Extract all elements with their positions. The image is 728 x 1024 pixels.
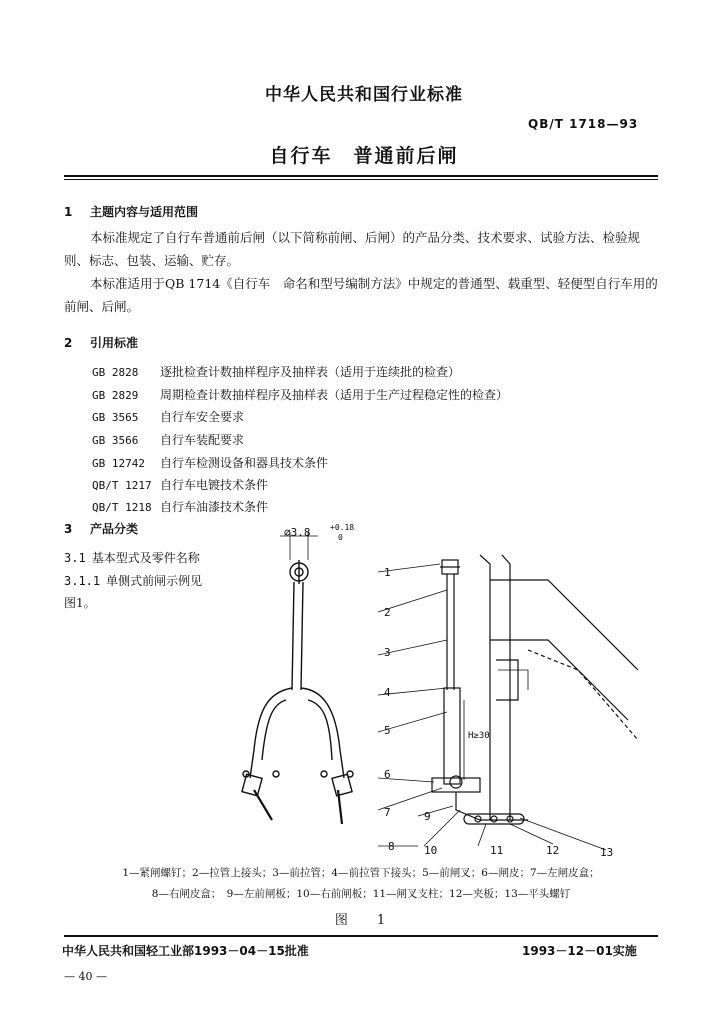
section-1-heading [64,203,198,220]
reference-code: GB 12742 [92,457,145,470]
header-rule-thin [64,179,658,180]
reference-item [92,386,508,403]
section-1-paragraph-2: 本标准适用于QB 1714《自行车 命名和型号编制方法》中规定的普通型、载重型、轻便型自行车用的前闸、后闸。 [64,276,658,314]
callout-2: 2 [384,606,391,619]
side-view-drawing [432,555,638,824]
reference-item [92,498,268,515]
reference-code: GB 3565 [92,411,139,424]
standard-code: QB/T 1718—93 [528,117,639,131]
section-2-heading [64,334,138,351]
document-title: 自行车 普通前后闸 [269,145,459,167]
diameter-tolerance-upper: +0.18 [330,523,355,532]
reference-title: 自行车检测设备和器具技术条件 [160,456,329,470]
reference-code: QB/T 1217 [92,479,152,492]
reference-title: 自行车装配要求 [160,433,245,447]
callout-4: 4 [384,686,391,699]
front-view-drawing [242,523,354,824]
callout-1: 1 [384,566,391,579]
callout-6: 6 [384,768,391,781]
clause-3-1 [64,549,200,566]
section-3-title: 产品分类 [90,522,139,536]
reference-item [92,363,460,380]
clause-3-1-1-text-continued: 图1。 [64,596,96,610]
clause-3-1-text: 基本型式及零件名称 [91,551,200,565]
implementation-date: 1993－12－01实施 [522,944,637,958]
reference-title: 逐批检查计数抽样程序及抽样表（适用于连续批的检查） [160,365,461,379]
reference-code: QB/T 1218 [92,501,152,514]
section-3-heading [64,520,138,537]
callout-13: 13 [600,846,614,859]
page-number: — 40 — [64,970,107,983]
clause-3-1-1-number: 3.1.1 [64,574,101,588]
callout-numbers [384,566,613,859]
section-1-number: 1 [64,205,73,219]
reference-title: 自行车安全要求 [160,410,245,424]
callout-7: 7 [384,806,391,819]
reference-title: 周期检查计数抽样程序及抽样表（适用于生产过程稳定性的检查） [160,388,509,402]
callout-leaders [378,564,606,850]
section-2-title: 引用标准 [90,336,139,350]
standard-category-title: 中华人民共和国行业标准 [265,85,463,105]
section-1-title: 主题内容与适用范围 [90,205,199,219]
callout-11: 11 [490,844,504,857]
diameter-tolerance-lower: 0 [338,533,343,542]
section-3-number: 3 [64,522,73,536]
clause-3-1-1 [64,572,202,589]
reference-title: 自行车油漆技术条件 [160,500,269,514]
clause-3-1-1-text: 单侧式前闸示例见 [106,574,203,588]
callout-8: 8 [388,840,395,853]
callout-12: 12 [546,844,560,857]
clause-3-1-number: 3.1 [64,551,86,565]
footer-rule [64,935,658,937]
reference-item [92,454,328,471]
callout-5: 5 [384,724,391,737]
diameter-dimension-label: ∅3.8 [284,526,311,539]
callout-3: 3 [384,646,391,659]
height-dimension-label: H≥30 [468,731,490,741]
figure-caption-line-1: 1—紧闸螺钉；2—拉管上接头；3—前拉管；4—前拉管下接头；5—前闸叉；6—闸皮；7—左闸皮盒； [122,867,600,879]
callout-10: 10 [424,844,438,857]
reference-code: GB 3566 [92,434,139,447]
figure-caption-line-2: 8—右闸皮盒； 9—左前闸板；10—右前闸板；11—闸叉支柱；12—夹板；13—平头螺钉 [151,888,571,900]
section-1-paragraph-1: 本标准规定了自行车普通前后闸（以下简称前闸、后闸）的产品分类、技术要求、试验方法、检验规则、标志、包装、运输、贮存。 [64,230,641,268]
brake-figure [228,520,658,865]
header-rule-thick [64,175,658,177]
reference-item [92,476,268,493]
reference-item [92,408,244,425]
reference-item [92,431,244,448]
reference-code: GB 2829 [92,389,139,402]
reference-title: 自行车电镀技术条件 [160,478,269,492]
reference-code: GB 2828 [92,366,139,379]
figure-label: 图 1 [334,913,394,928]
approval-statement: 中华人民共和国轻工业部1993－04－15批准 [62,944,309,958]
callout-9: 9 [424,810,431,823]
section-2-number: 2 [64,336,73,350]
